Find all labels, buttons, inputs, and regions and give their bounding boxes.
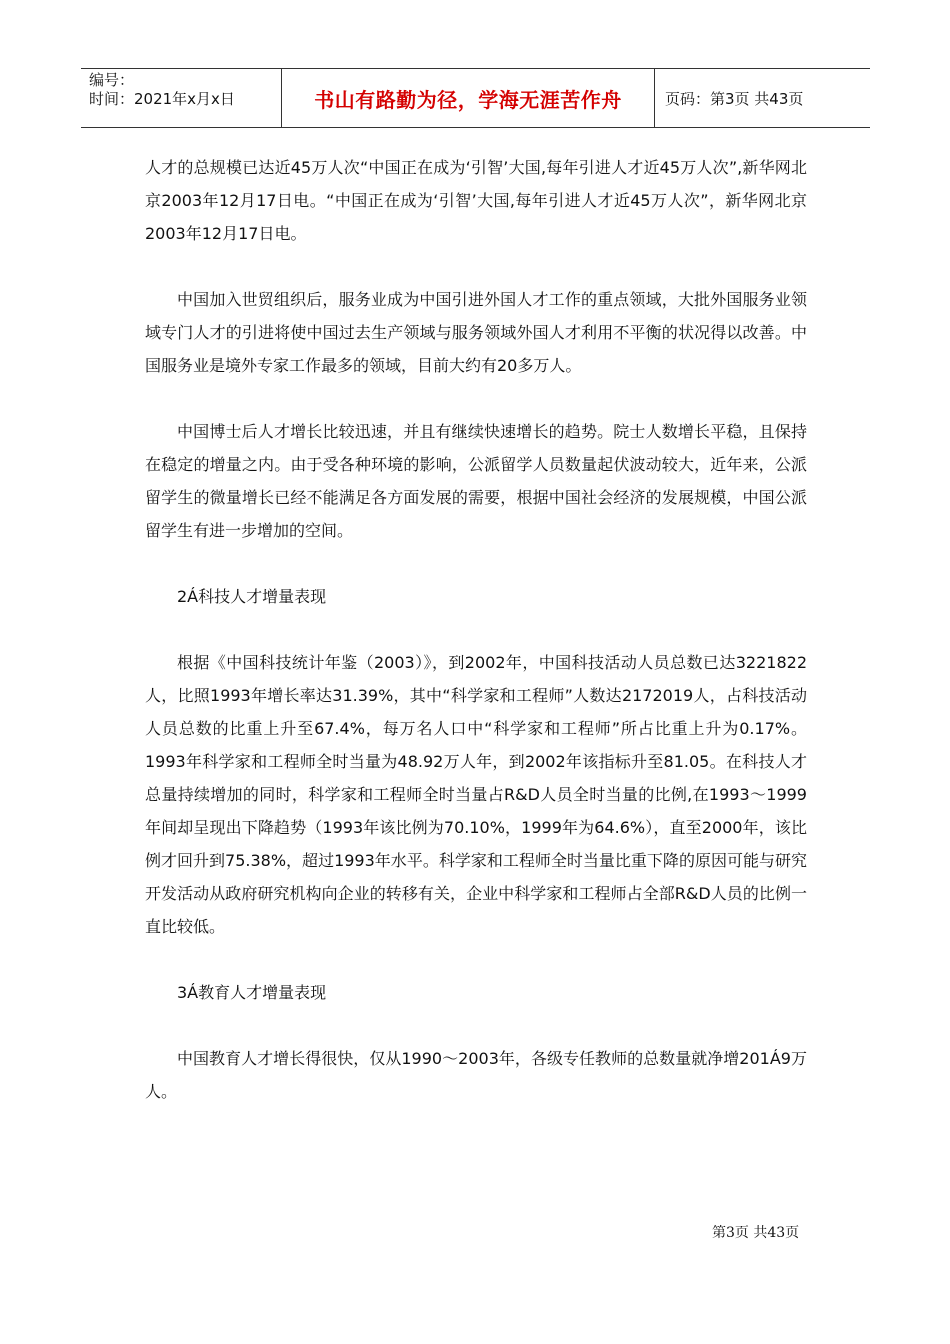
header-page-cell [655, 69, 870, 127]
paragraph-7: 中国教育人才增长得很快，仅从1990～2003年，各级专任教师的总数量就净增201Á9万人。 [145, 1049, 807, 1101]
section-heading-2: 2Á科技人才增量表现 [177, 587, 327, 606]
code-label: 编号： [89, 71, 135, 89]
paragraph-5: 根据《中国科技统计年鉴（2003）》，到2002年，中国科技活动人员总数已达3221822人，比照1993年增长率达31.39%，其中“科学家和工程师”人数达2172019人，占科技活动人员总数的比重上升至67.4%，每万名人口中“科学家和工程师”所占比重上升为0.17%。1993年科学家和工程师全时当量为48.92万人年，到2002年该指标升至81.05。在科技人才总量持续增加的同时，科学家和工程师全时当量占R&D人员全时当量的比例,在1993～1999年间却呈现出下降趋势（1993年该比例为70.10%，1999年为64.6%），直至2000年，该比例才回升到75.38%，超过1993年水平。科学家和工程师全时当量比重下降的原因可能与研究开发活动从政府研究机构向企业的转移有关，企业中科学家和工程师占全部R&D人员的比例一直比较低。 [145, 653, 807, 936]
page-footer: 第3页 共43页 [712, 1225, 800, 1241]
date-label: 时间：2021年x月x日 [89, 90, 235, 108]
page-label: 页码：第3页 共43页 [665, 89, 804, 108]
document-header [81, 68, 870, 128]
paragraph-2: 中国加入世贸组织后，服务业成为中国引进外国人才工作的重点领域，大批外国服务业领域专门人才的引进将使中国过去生产领域与服务领域外国人才利用不平衡的状况得以改善。中国服务业是境外专家工作最多的领域，目前大约有20多万人。 [145, 290, 807, 375]
header-motto-cell [282, 69, 655, 127]
document-body [145, 151, 807, 1108]
header-meta [81, 69, 282, 127]
paragraph-1: 人才的总规模已达近45万人次“中国正在成为‘引智’大国,每年引进人才近45万人次”,新华网北京2003年12月17日电。“中国正在成为‘引智’大国,每年引进人才近45万人次”，新华网北京2003年12月17日电。 [145, 158, 807, 243]
section-heading-3: 3Á教育人才增量表现 [177, 983, 327, 1002]
paragraph-3: 中国博士后人才增长比较迅速，并且有继续快速增长的趋势。院士人数增长平稳，且保持在稳定的增量之内。由于受各种环境的影响，公派留学人员数量起伏波动较大，近年来，公派留学生的微量增长已经不能满足各方面发展的需要，根据中国社会经济的发展规模，中国公派留学生有进一步增加的空间。 [145, 422, 807, 540]
motto-text: 书山有路勤为径，学海无涯苦作舟 [314, 87, 622, 112]
